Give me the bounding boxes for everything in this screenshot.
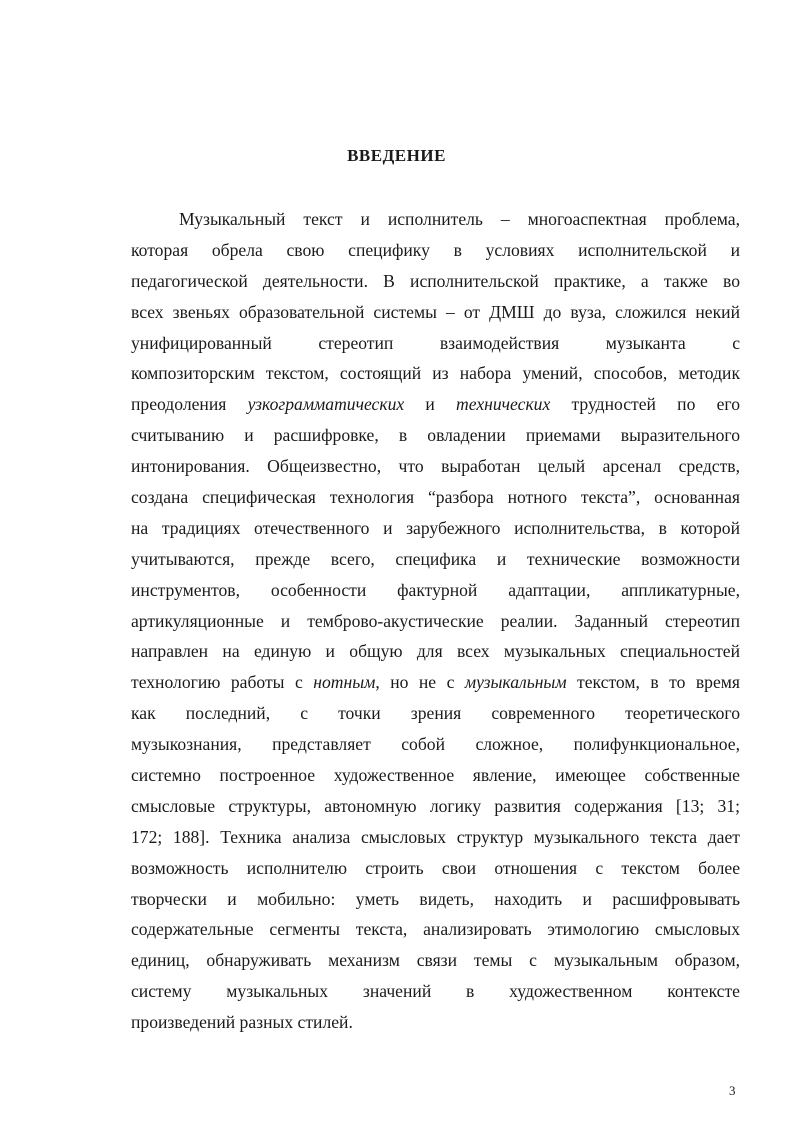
body-paragraph [131, 204, 740, 1038]
text-line: всех звеньях образовательной системы – от ДМШ до вуза, сложился некий [131, 301, 740, 322]
text-line: как последний, с точки зрения современного теоретического [131, 703, 740, 724]
text-line: музыкознания, представляет собой сложное, полифункциональное, [131, 734, 740, 755]
italic-term: нотным [313, 672, 376, 693]
text-line: системно построенное художественное явление, имеющее собственные [131, 765, 740, 786]
text-line: преодоления узкограмматических и технических трудностей по его [131, 394, 740, 415]
text-line: Музыкальный текст и исполнитель – многоаспектная проблема, [179, 209, 740, 229]
text-line: 172; 188]. Техника анализа смысловых структур музыкального текста дает [131, 826, 740, 847]
text-line: смысловые структуры, автономную логику развития содержания [13; 31; [131, 795, 740, 816]
text-line: считыванию и расшифровке, в овладении приемами выразительного [131, 425, 740, 446]
text-line: создана специфическая технология “разбора нотного текста”, основанная [131, 487, 740, 508]
italic-term: музыкальным [464, 672, 567, 693]
text-line: произведений разных стилей. [131, 1012, 353, 1033]
text-line: унифицированный стереотип взаимодействия музыканта с [131, 332, 740, 353]
text-line: творчески и мобильно: уметь видеть, находить и расшифровывать [131, 888, 740, 909]
text-line: инструментов, особенности фактурной адаптации, аппликатурные, [131, 579, 740, 600]
text-line: артикуляционные и темброво-акустические реалии. Заданный стереотип [131, 610, 740, 631]
page-number: 3 [729, 1083, 736, 1098]
page-title: ВВЕДЕНИЕ [347, 146, 446, 165]
text-line: содержательные сегменты текста, анализировать этимологию смысловых [131, 919, 740, 940]
text-line: возможность исполнителю строить свои отношения с текстом более [131, 857, 740, 878]
text-line: систему музыкальных значений в художественном контексте [131, 981, 740, 1002]
text-line: направлен на единую и общую для всех музыкальных специальностей [131, 641, 740, 662]
text-line: учитываются, прежде всего, специфика и технические возможности [131, 548, 740, 569]
text-line: композиторским текстом, состоящий из набора умений, способов, методик [131, 363, 740, 384]
text-line: на традициях отечественного и зарубежного исполнительства, в которой [131, 517, 740, 538]
text-line: интонирования. Общеизвестно, что выработан целый арсенал средств, [131, 456, 740, 477]
italic-term: технических [456, 394, 551, 415]
text-line: технологию работы с нотным, но не с музыкальным текстом, в то время [131, 672, 740, 693]
text-line: единиц, обнаруживать механизм связи темы с музыкальным образом, [131, 950, 740, 971]
text-line: педагогической деятельности. В исполнительской практике, а также во [131, 270, 740, 291]
text-line: которая обрела свою специфику в условиях исполнительской и [131, 239, 740, 260]
italic-term: узкограмматических [247, 394, 405, 415]
